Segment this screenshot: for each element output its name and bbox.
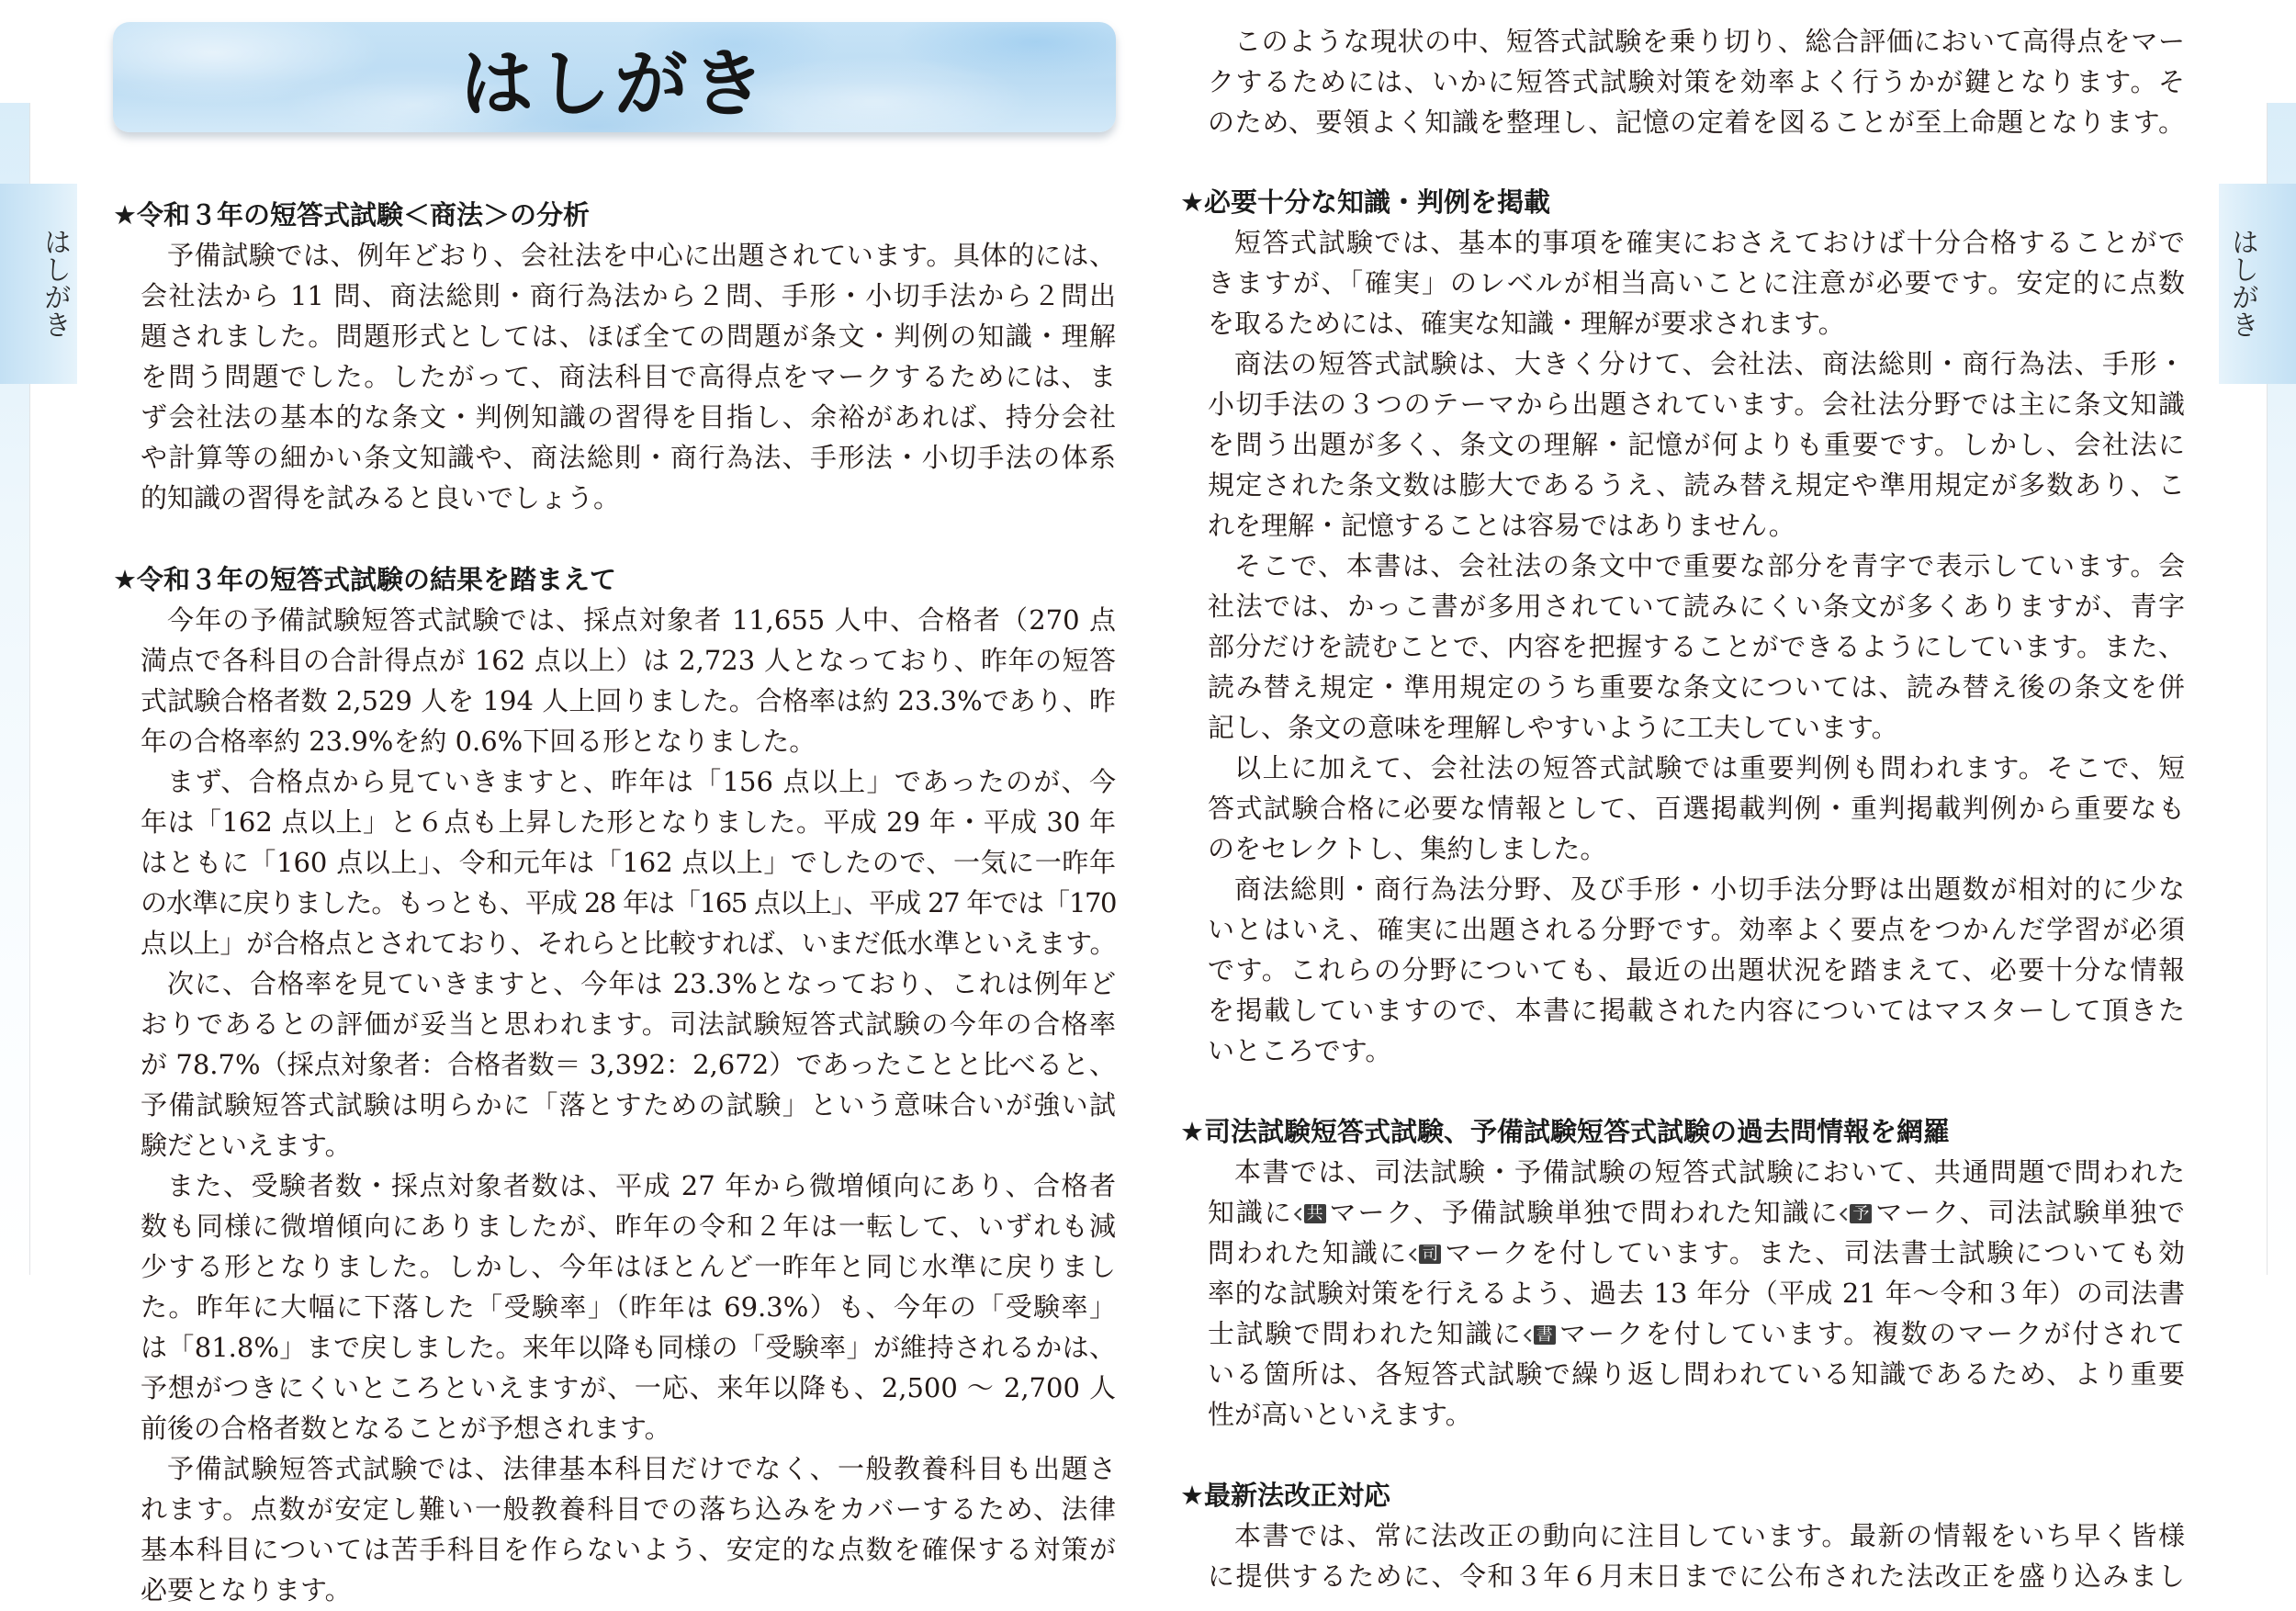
text-line: おりであるとの評価が妥当と思われます。司法試験短答式試験の今年の合格率	[141, 1008, 1116, 1040]
text-line: 本書では、常に法改正の動向に注目しています。最新の情報をいち早く皆様	[1234, 1520, 2185, 1551]
text-line: 部分だけを読むことで、内容を把握することができるようにしています。また、	[1208, 631, 2185, 662]
text-line: 式試験合格者数 2,529 人を 194 人上回りました。合格率は約 23.3%であり、昨	[141, 685, 1116, 716]
text-line: また、受験者数・採点対象者数は、平成 27 年から微増傾向にあり、合格者	[167, 1170, 1116, 1201]
text-segment: 士試験で問われた知識に	[1208, 1318, 1523, 1349]
text-line: のをセレクトし、集約しました。	[1208, 833, 1607, 864]
title-banner	[113, 22, 1116, 132]
paragraph	[113, 761, 1116, 963]
question-source-mark: 共	[1304, 1204, 1326, 1223]
text-line: 今年の予備試験短答式試験では、採点対象者 11,655 人中、合格者（270 点	[167, 604, 1116, 636]
text-segment: 問われた知識に	[1208, 1237, 1409, 1268]
paragraph	[1180, 1515, 2185, 1596]
text-line: 年の合格率約 23.9%を約 0.6%下回る形となりました。	[141, 726, 816, 757]
question-source-mark: 司	[1419, 1245, 1441, 1264]
text-line: 点以上」が合格点とされており、それらと比較すれば、いまだ低水準といえます。	[141, 928, 1116, 959]
section-heading: ★令和３年の短答式試験＜商法＞の分析	[113, 199, 590, 231]
paragraph	[113, 1448, 1116, 1610]
question-source-mark: 書	[1534, 1325, 1556, 1345]
text-line: に提供するために、令和３年６月末日までに公布された法改正を盛り込みまし	[1208, 1560, 2185, 1592]
text-line: ず会社法の基本的な条文・判例知識の習得を目指し、余裕があれば、持分会社	[141, 401, 1116, 433]
text-line: いる箇所は、各短答式試験で繰り返し問われている知識であるため、より重要	[1208, 1358, 2185, 1390]
text-line: や計算等の細かい条文知識や、商法総則・商行為法、手形法・小切手法の体系	[141, 442, 1116, 473]
text-line: 答式試験合格に必要な情報として、百選掲載判例・重判掲載判例から重要なも	[1208, 793, 2185, 824]
text-line: 予想がつきにくいところといえますが、一応、来年以降も、2,500 ～ 2,700 人	[141, 1372, 1116, 1403]
text-line: 性が高いといえます。	[1208, 1399, 1472, 1430]
text-line: 読み替え規定・準用規定のうち重要な条文については、読み替え後の条文を併	[1208, 671, 2185, 703]
text-line: 前後の合格者数となることが予想されます。	[141, 1413, 671, 1444]
section-heading: ★司法試験短答式試験、予備試験短答式試験の過去問情報を網羅	[1180, 1116, 1950, 1147]
section-heading: ★必要十分な知識・判例を掲載	[1180, 186, 1550, 218]
section-knowledge-cases	[1180, 182, 2185, 1071]
text-line: 社法では、かっこ書が多用されていて読みにくい条文が多くありますが、青字	[1208, 591, 2185, 622]
text-line: を取るためには、確実な知識・理解が要求されます。	[1208, 308, 1845, 339]
text-line: クするためには、いかに短答式試験対策を効率よく行うかが鍵となります。そ	[1208, 66, 2185, 97]
text-line: いところです。	[1208, 1035, 1392, 1066]
text-line: このような現状の中、短答式試験を乗り切り、総合評価において高得点をマー	[1234, 26, 2185, 57]
text-line: を問う出題が多く、条文の理解・記憶が何よりも重要です。しかし、会社法に	[1208, 429, 2185, 460]
text-line	[1208, 1313, 2185, 1354]
section-heading: ★最新法改正対応	[1180, 1480, 1390, 1511]
paragraph	[113, 1166, 1116, 1448]
text-segment: 知識に	[1208, 1197, 1293, 1228]
left-index-tab	[0, 184, 77, 384]
right-index-tab-label: はしがき	[2226, 228, 2258, 338]
text-line: 予備試験では、例年どおり、会社法を中心に出題されています。具体的には、	[167, 240, 1116, 271]
text-line: 題されました。問題形式としては、ほぼ全ての問題が条文・判例の知識・理解	[141, 321, 1116, 352]
text-line: 規定された条文数は膨大であるうえ、読み替え規定や準用規定が多数あり、こ	[1208, 469, 2185, 501]
text-line: 数も同様に微増傾向にありましたが、昨年の令和２年は一転して、いずれも減	[141, 1211, 1116, 1242]
text-line: 商法総則・商行為法分野、及び手形・小切手法分野は出題数が相対的に少な	[1234, 873, 2185, 905]
text-line: 率的な試験対策を行えるよう、過去 13 年分（平成 21 年～令和３年）の司法書	[1208, 1278, 2185, 1309]
paragraph	[1180, 748, 2185, 869]
text-segment: マークを付しています。また、司法書士試験についても効	[1443, 1237, 2185, 1268]
question-source-mark: 予	[1850, 1204, 1872, 1223]
paragraph	[1180, 222, 2185, 344]
text-line: 少する形となりました。しかし、今年はほとんど一昨年と同じ水準に戻りまし	[141, 1251, 1116, 1282]
text-line: 基本科目については苦手科目を作らないよう、安定的な点数を確保する対策が	[141, 1534, 1116, 1565]
paragraph	[113, 963, 1116, 1166]
text-line: を掲載していますので、本書に掲載された内容についてはマスターして頂きた	[1208, 995, 2185, 1026]
text-line: きますが、「確実」のレベルが相当高いことに注意が必要です。安定的に点数	[1208, 267, 2185, 299]
text-line	[1208, 1233, 2185, 1273]
text-line: 予備試験短答式試験では、法律基本科目だけでなく、一般教養科目も出題さ	[167, 1453, 1116, 1484]
text-line: は「81.8%」まで戻しました。来年以降も同様の「受験率」が維持されるかは、	[141, 1332, 1116, 1363]
text-segment: マーク、予備試験単独で問われた知識に	[1327, 1197, 1840, 1228]
text-line: 記し、条文の意味を理解しやすいように工夫しています。	[1208, 712, 1898, 743]
text-line: 予備試験短答式試験は明らかに「落とすための試験」という意味合いが強い試	[141, 1089, 1116, 1121]
text-line: 会社法から 11 問、商法総則・商行為法から２問、手形・小切手法から２問出	[141, 280, 1116, 311]
text-line: まず、合格点から見ていきますと、昨年は「156 点以上」であったのが、今	[167, 766, 1116, 797]
text-line: 本書では、司法試験・予備試験の短答式試験において、共通問題で問われた	[1234, 1156, 2185, 1188]
section-past-questions	[1180, 1111, 2185, 1435]
paragraph	[1180, 1152, 2185, 1435]
section-shoho-analysis	[113, 195, 1116, 518]
text-line: れます。点数が安定し難い一般教養科目での落ち込みをカバーするため、法律	[141, 1493, 1116, 1525]
paragraph	[1180, 869, 2185, 1071]
text-line	[1208, 1192, 2185, 1233]
right-index-tab	[2219, 184, 2296, 384]
text-line: を問う問題でした。したがって、商法科目で高得点をマークするためには、ま	[141, 361, 1116, 392]
text-line: 験だといえます。	[141, 1130, 352, 1161]
text-line: 満点で各科目の合計得点が 162 点以上）は 2,723 人となっており、昨年の短答	[141, 645, 1116, 676]
text-line: の水準に戻りました。もっとも、平成 28 年は「165 点以上」、平成 27 年では「170	[141, 887, 1116, 918]
left-index-tab-label: はしがき	[39, 228, 71, 338]
paragraph	[1180, 546, 2185, 748]
section-heading: ★令和３年の短答式試験の結果を踏まえて	[113, 564, 616, 595]
text-line: れを理解・記憶することは容易ではありません。	[1208, 510, 1795, 541]
paragraph	[113, 235, 1116, 518]
text-line: た。昨年に大幅に下落した「受験率」（昨年は 69.3%）も、今年の「受験率」	[141, 1291, 1116, 1323]
text-line: が 78.7%（採点対象者：合格者数＝ 3,392：2,672）であったことと比べると、	[141, 1049, 1116, 1080]
text-line: 小切手法の３つのテーマから出題されています。会社法分野では主に条文知識	[1208, 389, 2185, 420]
text-segment: マーク、司法試験単独で	[1874, 1197, 2185, 1228]
paragraph	[1180, 21, 2185, 142]
text-line: いとはいえ、確実に出題される分野です。効率よく要点をつかんだ学習が必須	[1208, 914, 2185, 945]
text-line: 商法の短答式試験は、大きく分けて、会社法、商法総則・商行為法、手形・	[1234, 348, 2185, 379]
page-title: はしがき	[460, 40, 769, 127]
section-intro	[1180, 21, 2185, 142]
text-segment: マークを付しています。複数のマークが付されて	[1557, 1318, 2185, 1349]
text-line: 短答式試験では、基本的事項を確実におさえておけば十分合格することがで	[1234, 227, 2185, 258]
text-line: 年は「162 点以上」と６点も上昇した形となりました。平成 29 年・平成 30 年	[141, 806, 1116, 838]
text-line: そこで、本書は、会社法の条文中で重要な部分を青字で表示しています。会	[1234, 550, 2185, 581]
text-line: 次に、合格率を見ていきますと、今年は 23.3%となっており、これは例年ど	[167, 968, 1116, 999]
text-line: 必要となります。	[141, 1574, 352, 1605]
section-law-revision	[1180, 1475, 2185, 1596]
text-line: のため、要領よく知識を整理し、記憶の定着を図ることが至上命題となります。	[1208, 107, 2185, 138]
text-line: はともに「160 点以上」、令和元年は「162 点以上」でしたので、一気に一昨年	[141, 847, 1116, 878]
text-line: 的知識の習得を試みると良いでしょう。	[141, 482, 621, 513]
paragraph	[1180, 344, 2185, 546]
text-line: です。これらの分野についても、最近の出題状況を踏まえて、必要十分な情報	[1208, 954, 2185, 986]
paragraph	[113, 600, 1116, 761]
text-line: 以上に加えて、会社法の短答式試験では重要判例も問われます。そこで、短	[1234, 752, 2185, 783]
section-exam-results	[113, 559, 1116, 1610]
